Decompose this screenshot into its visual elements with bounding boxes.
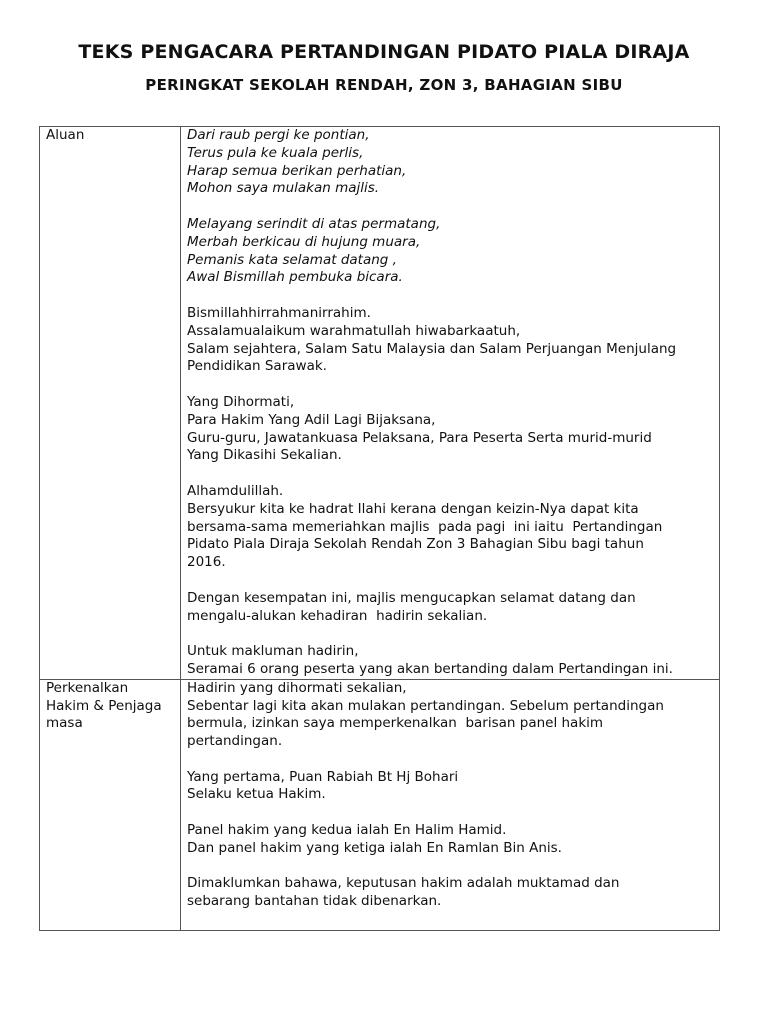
section-content [181,127,720,680]
text-line: Dimaklumkan bahawa, keputusan hakim adalah muktamad dan [187,875,620,892]
section-label: Aluan [40,127,181,680]
text-line: mengalu-alukan kehadiran hadirin sekalian. [187,607,488,624]
section-label: Perkenalkan Hakim & Penjaga masa [40,679,181,930]
text-line: 2016. [187,554,226,571]
text-line: Dengan kesempatan ini, majlis mengucapkan selamat datang dan [187,589,636,606]
text-line: Panel hakim yang kedua ialah En Halim Hamid. [187,822,507,839]
text-line: Pendidikan Sarawak. [187,358,327,375]
text-line: Harap semua berikan perhatian, [187,162,407,179]
text-line: Selaku ketua Hakim. [187,786,326,803]
text-line: Para Hakim Yang Adil Lagi Bijaksana, [187,411,436,428]
text-line: Terus pula ke kuala perlis, [187,144,364,161]
text-line: Bismillahhirrahmanirrahim. [187,304,371,321]
text-line: Alhamdulillah. [187,482,284,499]
document-subtitle: PERINGKAT SEKOLAH RENDAH, ZON 3, BAHAGIAN SIBU [145,76,623,94]
text-line: pertandingan. [187,733,283,750]
paragraph [187,590,713,626]
paragraph [187,394,713,465]
text-line: Seramai 6 orang peserta yang akan bertanding dalam Pertandingan ini. [187,660,673,677]
paragraph [187,643,713,679]
text-line: Salam sejahtera, Salam Satu Malaysia dan Salam Perjuangan Menjulang [187,340,677,357]
text-line: Assalamualaikum warahmatullah hiwabarkaatuh, [187,322,521,339]
document-title: TEKS PENGACARA PERTANDINGAN PIDATO PIALA DIRAJA [78,41,690,63]
paragraph [187,822,713,858]
text-line: Pidato Piala Diraja Sekolah Rendah Zon 3 Bahagian Sibu bagi tahun [187,536,644,553]
table-row [40,679,720,930]
text-line: Melayang serindit di atas permatang, [187,215,441,232]
paragraph [187,483,713,572]
text-line: Dari raub pergi ke pontian, [187,127,370,143]
text-line: Yang Dihormati, [187,393,295,410]
pantun-stanza [187,216,713,287]
text-line: Yang pertama, Puan Rabiah Bt Hj Bohari [187,768,459,785]
paragraph [187,875,713,911]
text-line: Sebentar lagi kita akan mulakan pertandingan. Sebelum pertandingan [187,697,664,714]
text-line: Bersyukur kita ke hadrat Ilahi kerana dengan keizin-Nya dapat kita [187,500,639,517]
text-line: Yang Dikasihi Sekalian. [187,447,342,464]
paragraph [187,680,713,751]
text-line: Merbah berkicau di hujung muara, [187,233,421,250]
emcee-script-table [39,126,720,931]
table-row [40,127,720,680]
text-line: Hadirin yang dihormati sekalian, [187,679,407,696]
text-line: Untuk makluman hadirin, [187,643,359,660]
paragraph [187,769,713,805]
text-line: sebarang bantahan tidak dibenarkan. [187,893,442,910]
text-line: Guru-guru, Jawatankuasa Pelaksana, Para Peserta Serta murid-murid [187,429,652,446]
script-table-body [40,127,720,931]
text-line: Awal Bismillah pembuka bicara. [187,269,403,286]
text-line: bermula, izinkan saya memperkenalkan barisan panel hakim [187,715,604,732]
pantun-stanza [187,127,713,198]
section-content [181,679,720,930]
text-line: Mohon saya mulakan majlis. [187,180,380,197]
text-line: Pemanis kata selamat datang , [187,251,397,268]
text-line: Dan panel hakim yang ketiga ialah En Ramlan Bin Anis. [187,839,562,856]
text-line: bersama-sama memeriahkan majlis pada pagi ini iaitu Pertandingan [187,518,663,535]
paragraph [187,305,713,376]
